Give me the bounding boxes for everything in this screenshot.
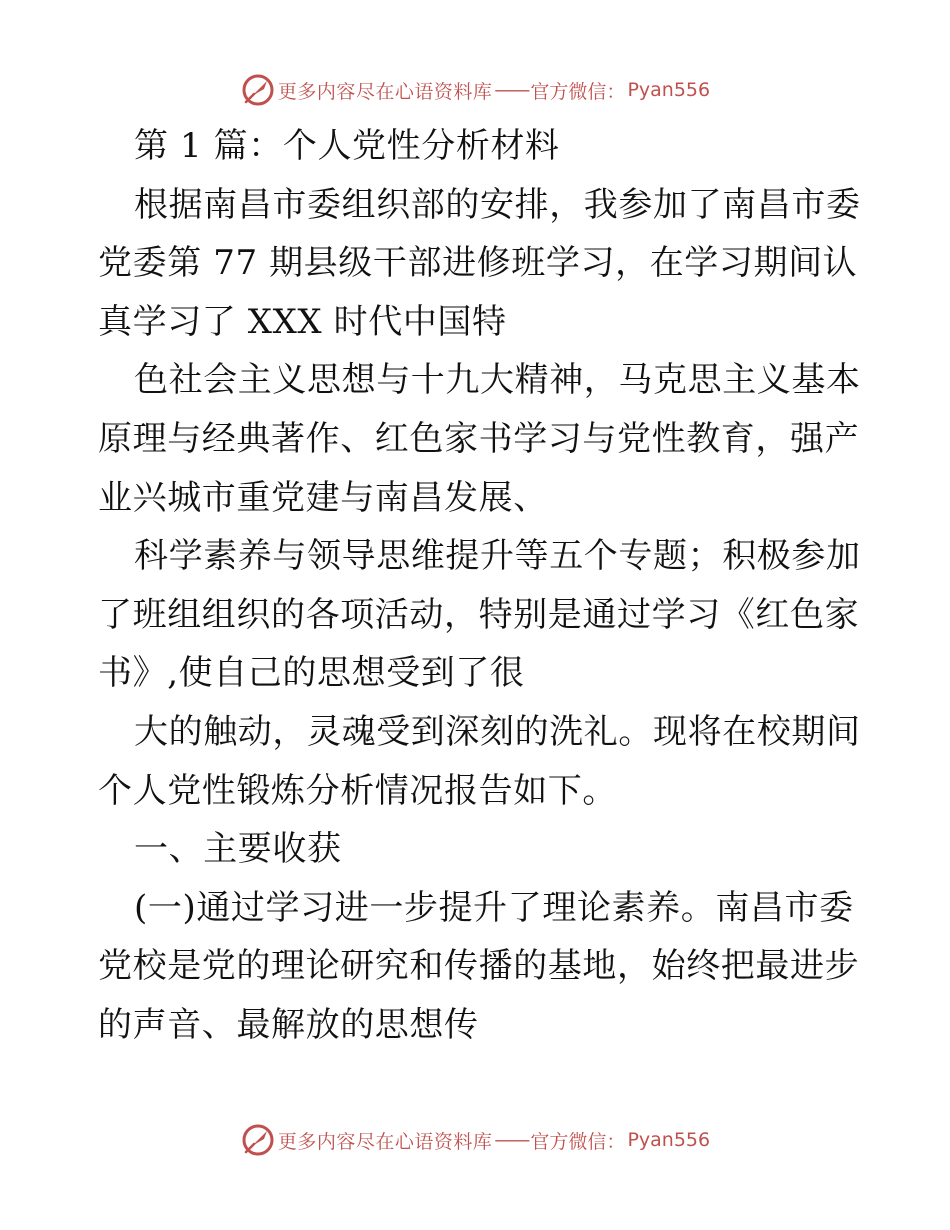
- document-line: 原理与经典著作、红色家书学习与党性教育，强产: [98, 418, 860, 459]
- document-line: 党校是党的理论研究和传播的基地，始终把最进步: [98, 946, 860, 987]
- watermark-brand: 更多内容尽在心语资料库: [277, 80, 493, 103]
- watermark-brand: 更多内容尽在心语资料库: [277, 1130, 493, 1153]
- section-heading: 一、主要收获: [134, 829, 342, 870]
- document-line: 党委第 77 期县级干部进修班学习，在学习期间认: [98, 243, 858, 284]
- document-line: 第 1 篇：个人党性分析材料: [134, 126, 560, 166]
- document-line: 的声音、最解放的思想传: [98, 1004, 479, 1045]
- document-line: 色社会主义思想与十九大精神，马克思主义基本: [134, 360, 861, 401]
- watermark-wechat-id: Pyan556: [627, 79, 711, 101]
- document-line: 根据南昌市委组织部的安排，我参加了南昌市委: [134, 184, 861, 225]
- document-line: (一)通过学习进一步提升了理论素养。南昌市委: [134, 887, 854, 928]
- document-line: 科学素养与领导思维提升等五个专题；积极参加: [134, 536, 861, 577]
- document-line: 大的触动，灵魂受到深刻的洗礼。现将在校期间: [134, 711, 861, 752]
- watermark-label: 官方微信：: [530, 80, 626, 103]
- watermark-label: 官方微信：: [530, 1130, 626, 1153]
- watermark-dash: ——: [494, 79, 529, 101]
- watermark-dash: ——: [494, 1129, 529, 1151]
- document-body: [98, 117, 861, 1055]
- document-line: 了班组组织的各项活动，特别是通过学习《红色家: [98, 594, 860, 635]
- feather-pen-circle-icon: [240, 1122, 276, 1158]
- footer-watermark: [0, 1122, 950, 1158]
- document-line: 个人党性锻炼分析情况报告如下。: [98, 770, 617, 811]
- document-line: 真学习了 XXX 时代中国特: [98, 301, 507, 342]
- feather-pen-circle-icon: [240, 72, 276, 108]
- header-watermark: [0, 72, 950, 108]
- document-line: 书》,使自己的思想受到了很: [98, 653, 525, 694]
- watermark-wechat-id: Pyan556: [627, 1129, 711, 1151]
- document-line: 业兴城市重党建与南昌发展、: [98, 477, 548, 518]
